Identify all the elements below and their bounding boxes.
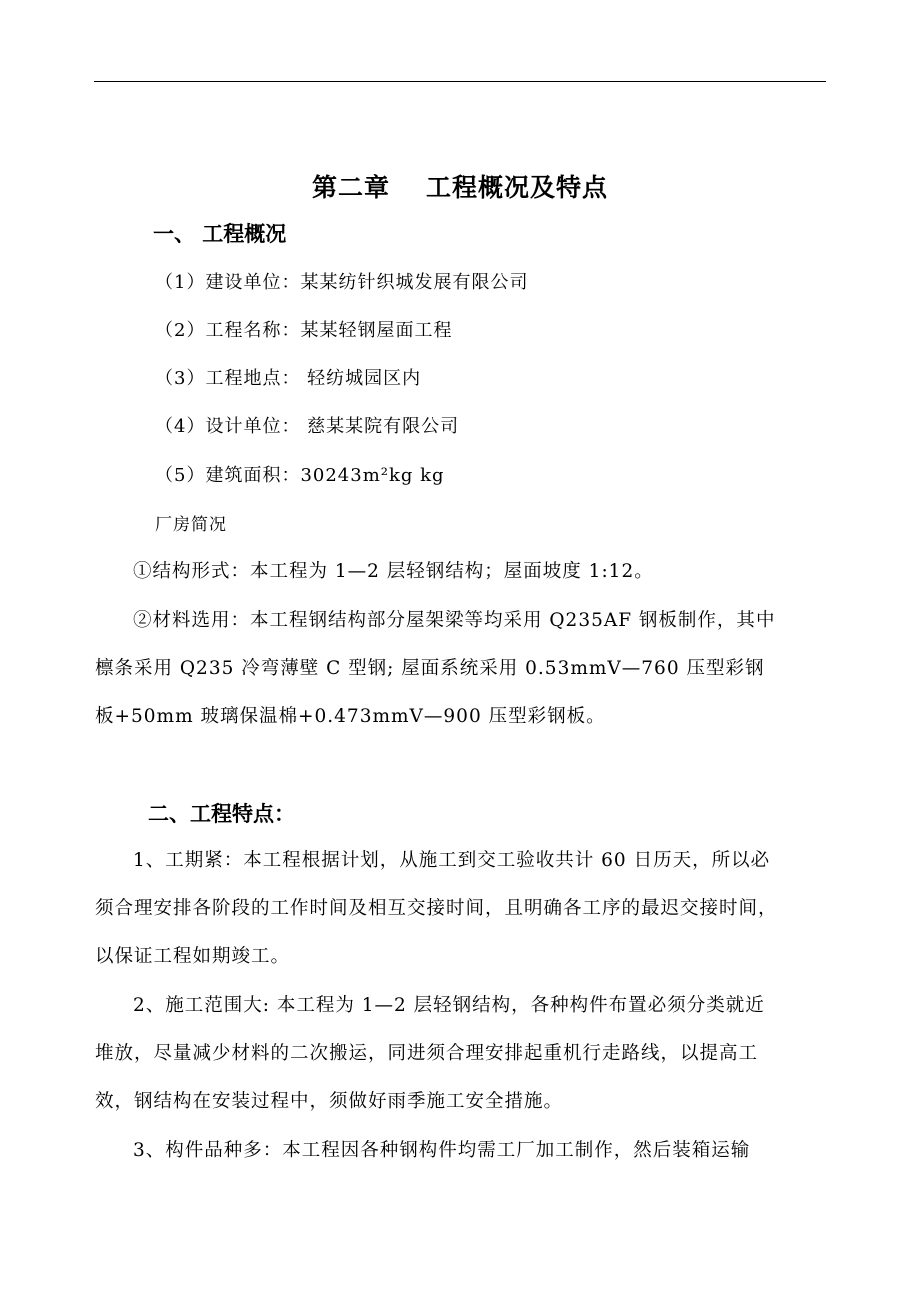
item-area: （5）建筑面积：30243m²kg kg [155,465,445,486]
item-project-name: （2）工程名称：某某轻钢屋面工程 [155,320,453,341]
material-line-1: ②材料选用：本工程钢结构部分屋架梁等均采用 Q235AF 钢板制作，其中 [133,610,776,631]
chapter-name: 工程概况及特点 [426,173,609,202]
chapter-number: 第二章 [311,173,390,202]
point-1-line-2: 须合理安排各阶段的工作时间及相互交接时间，且明确各工序的最迟交接时间， [95,898,778,919]
structure-form: ①结构形式：本工程为 1—2 层轻钢结构；屋面坡度 1:12。 [133,561,654,582]
item-location: （3）工程地点： 轻纺城园区内 [155,368,422,389]
point-2-line-2: 堆放，尽量减少材料的二次搬运，同进须合理安排起重机行走路线，以提高工 [95,1043,759,1064]
point-1-line-3: 以保证工程如期竣工。 [95,946,291,967]
subheading-factory: 厂房简况 [155,515,227,535]
header-rule [94,81,826,82]
material-line-3: 板+50mm 玻璃保温棉+0.473mmV—900 压型彩钢板。 [95,706,606,727]
material-line-2: 檩条采用 Q235 冷弯薄壁 C 型钢; 屋面系统采用 0.53mmV—760 压型彩钢 [95,658,765,679]
section-heading-features: 二、工程特点： [148,802,295,826]
item-designer: （4）设计单位： 慈某某院有限公司 [155,416,460,437]
chapter-title [0,168,920,204]
section-heading-overview: 一、 工程概况 [153,222,287,246]
point-2-line-1: 2、施工范围大: 本工程为 1—2 层轻钢结构，各种构件布置必须分类就近 [133,995,765,1016]
point-2-line-3: 效，钢结构在安装过程中，须做好雨季施工安全措施。 [95,1091,564,1112]
point-1-line-1: 1、工期紧：本工程根据计划，从施工到交工验收共计 60 日历天，所以必 [133,850,771,871]
point-3-line-1: 3、构件品种多：本工程因各种钢构件均需工厂加工制作，然后装箱运输 [133,1140,751,1161]
item-owner: （1）建设单位：某某纺针织城发展有限公司 [155,272,529,293]
